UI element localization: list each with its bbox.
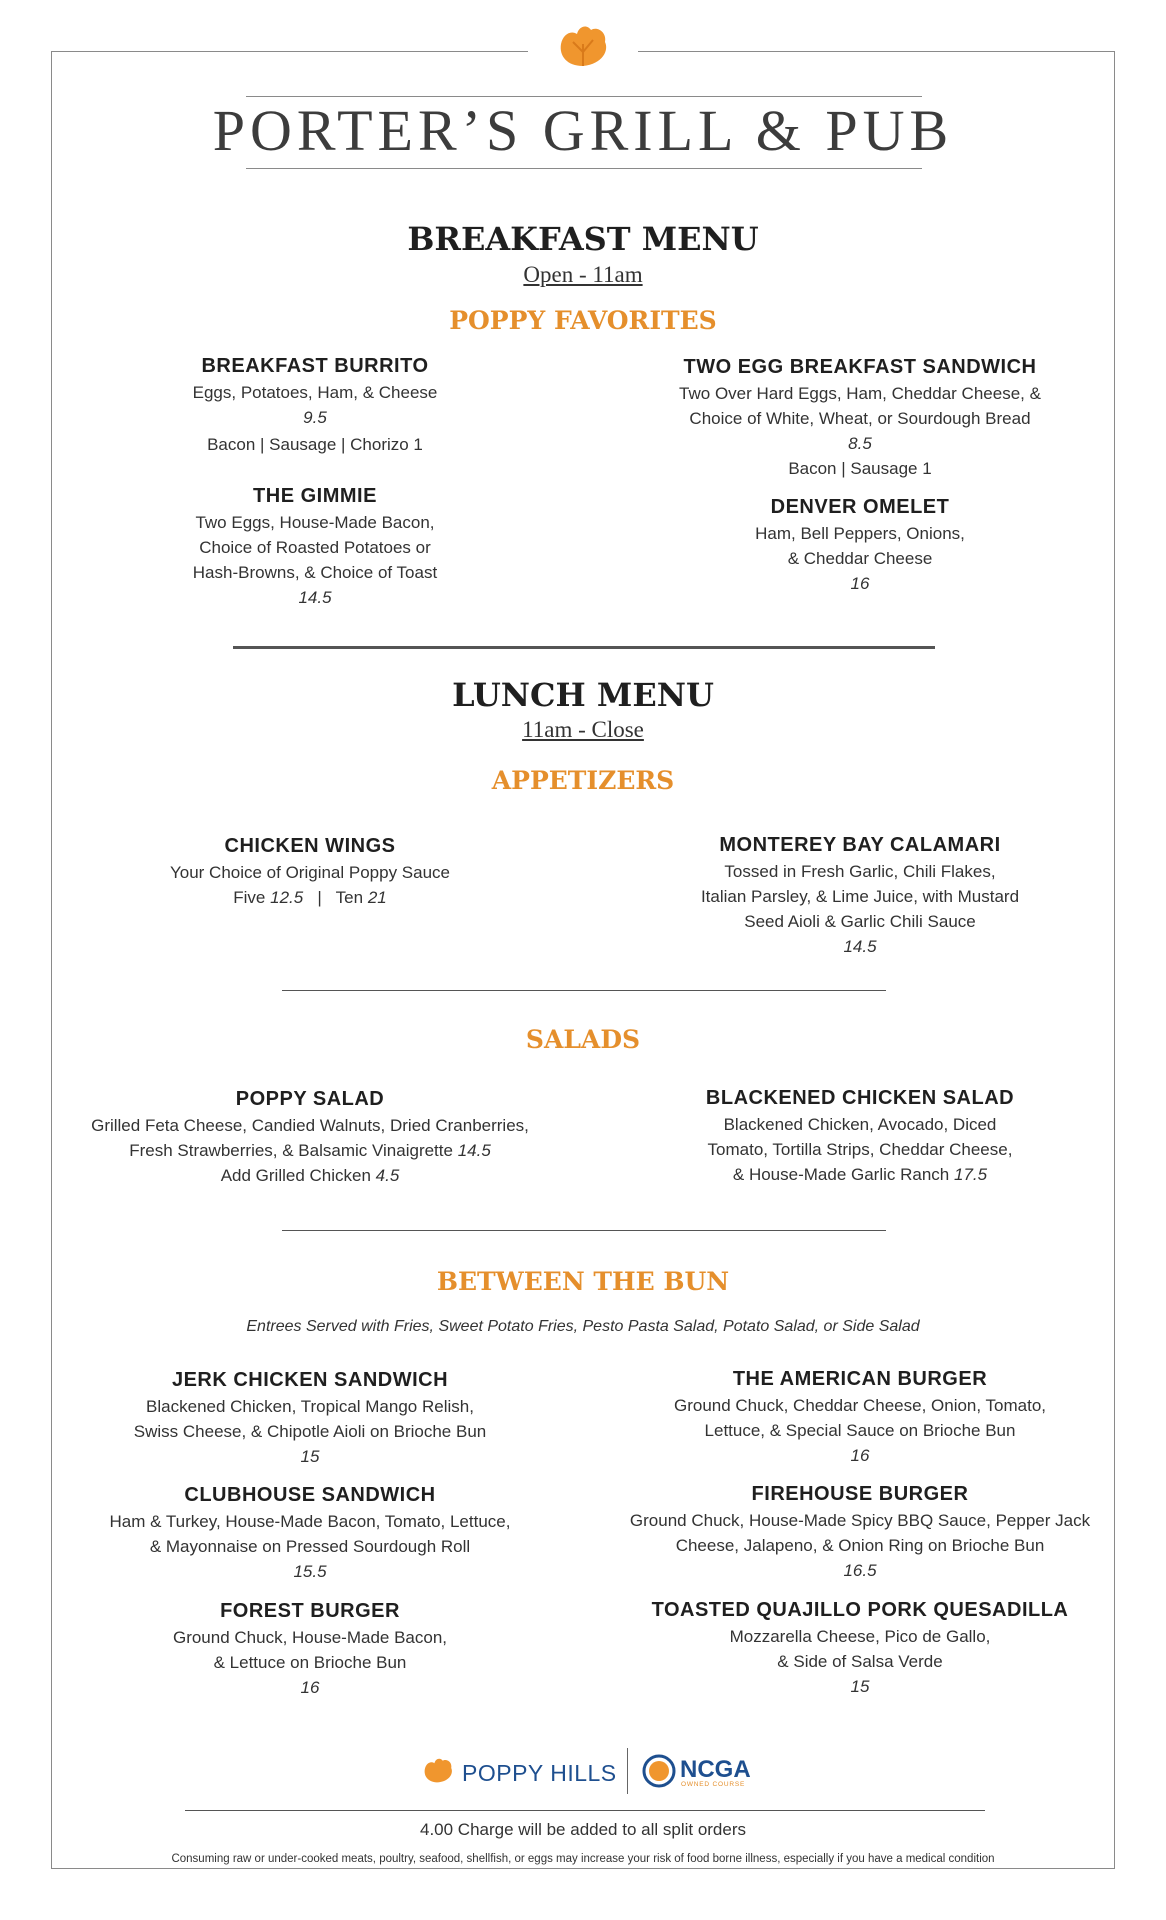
breakfast-hours: Open - 11am: [523, 262, 643, 287]
addon-price: 4.5: [375, 1166, 400, 1185]
menu-item-denver-omelet: [660, 493, 1060, 596]
between-the-bun-heading: BETWEEN THE BUN: [436, 1267, 730, 1296]
item-description: Choice of Roasted Potatoes or: [199, 538, 431, 557]
item-description: Fresh Strawberries, & Balsamic Vinaigrette: [129, 1141, 453, 1160]
item-description: Blackened Chicken, Avocado, Diced: [723, 1115, 997, 1134]
item-description: Lettuce, & Special Sauce on Brioche Bun: [704, 1421, 1016, 1440]
menu-item-calamari: [640, 831, 1080, 959]
item-description: Swiss Cheese, & Chipotle Aioli on Brioche Bun: [133, 1422, 487, 1441]
item-price: 15: [300, 1447, 320, 1466]
item-description: & House-Made Garlic Ranch: [732, 1165, 950, 1184]
item-description: Seed Aioli & Garlic Chili Sauce: [744, 912, 976, 931]
item-description: Mozzarella Cheese, Pico de Gallo,: [729, 1627, 991, 1646]
item-description: Grilled Feta Cheese, Candied Walnuts, Dried Cranberries,: [91, 1116, 529, 1135]
item-addon: Add Grilled Chicken: [220, 1166, 371, 1185]
item-price: 9.5: [303, 408, 327, 427]
item-description: Cheese, Jalapeno, & Onion Ring on Brioche Bun: [675, 1536, 1045, 1555]
item-description: Ground Chuck, House-Made Spicy BBQ Sauce, Pepper Jack: [629, 1511, 1091, 1530]
item-description: Tossed in Fresh Garlic, Chili Flakes,: [724, 862, 996, 881]
section-divider: [282, 1230, 886, 1231]
item-name: TWO EGG BREAKFAST SANDWICH: [683, 356, 1037, 378]
menu-item-clubhouse-sandwich: [70, 1481, 550, 1584]
item-description: Ham, Bell Peppers, Onions,: [755, 524, 965, 543]
title-rule-bottom: [246, 168, 922, 169]
entree-sides-note: Entrees Served with Fries, Sweet Potato Fries, Pesto Pasta Salad, Potato Salad, or Side Salad: [246, 1318, 920, 1335]
menu-item-jerk-chicken-sandwich: [90, 1366, 530, 1469]
item-price: 14.5: [843, 937, 877, 956]
item-price-options: Five 12.5 | Ten 21: [233, 888, 387, 907]
health-warning: Consuming raw or under-cooked meats, poultry, seafood, shellfish, or eggs may increase your risk of food borne illness, especially if you have a medical condition: [171, 1853, 995, 1865]
item-description: Ham & Turkey, House-Made Bacon, Tomato, Lettuce,: [109, 1512, 511, 1531]
item-name: CHICKEN WINGS: [224, 835, 396, 857]
menu-item-chicken-wings: [120, 832, 500, 910]
item-description: Two Eggs, House-Made Bacon,: [195, 513, 435, 532]
item-name: THE AMERICAN BURGER: [732, 1368, 988, 1390]
item-description: Blackened Chicken, Tropical Mango Relish,: [146, 1397, 474, 1416]
item-description: Italian Parsley, & Lime Juice, with Mustard: [700, 887, 1020, 906]
item-name: FIREHOUSE BURGER: [751, 1483, 969, 1505]
item-price: 14.5: [298, 588, 332, 607]
item-price: 21: [367, 888, 387, 907]
item-description: Choice of White, Wheat, or Sourdough Bread: [689, 409, 1031, 428]
item-name: DENVER OMELET: [770, 496, 950, 518]
item-price: 8.5: [848, 434, 872, 453]
menu-item-blackened-chicken-salad: [640, 1084, 1080, 1187]
item-price: 15: [850, 1677, 870, 1696]
item-price: 17.5: [954, 1165, 988, 1184]
item-price: 15.5: [293, 1562, 327, 1581]
poppy-hills-logo-icon: [420, 1754, 456, 1788]
item-description: Ground Chuck, House-Made Bacon,: [172, 1628, 448, 1647]
item-description: Hash-Browns, & Choice of Toast: [192, 563, 438, 582]
item-description: Your Choice of Original Poppy Sauce: [169, 863, 451, 882]
ncga-logo-subtext: OWNED COURSE: [681, 1781, 746, 1788]
menu-item-breakfast-burrito: [130, 352, 500, 457]
poppy-flower-icon: [553, 22, 613, 72]
poppy-favorites-heading: POPPY FAVORITES: [449, 306, 717, 335]
item-name: TOASTED QUAJILLO PORK QUESADILLA: [651, 1599, 1069, 1621]
menu-item-poppy-salad: [55, 1085, 565, 1188]
item-price: 16: [850, 1446, 870, 1465]
item-description: Eggs, Potatoes, Ham, & Cheese: [192, 383, 438, 402]
item-name: POPPY SALAD: [235, 1088, 385, 1110]
item-description: Ground Chuck, Cheddar Cheese, Onion, Tomato,: [673, 1396, 1046, 1415]
item-name: MONTEREY BAY CALAMARI: [719, 834, 1001, 856]
item-addons: Bacon | Sausage | Chorizo 1: [207, 435, 423, 454]
item-addons: Bacon | Sausage 1: [788, 459, 932, 478]
item-price: 12.5: [270, 888, 304, 907]
item-name: BREAKFAST BURRITO: [201, 355, 429, 377]
menu-item-firehouse-burger: [590, 1480, 1130, 1583]
item-name: FOREST BURGER: [220, 1600, 400, 1622]
logo-divider: [627, 1748, 628, 1794]
menu-item-the-gimmie: [130, 482, 500, 610]
section-divider: [233, 646, 935, 649]
menu-item-american-burger: [630, 1365, 1090, 1468]
item-name: THE GIMMIE: [253, 485, 377, 507]
item-name: JERK CHICKEN SANDWICH: [171, 1369, 449, 1391]
item-price: 16: [300, 1678, 320, 1697]
item-description: Two Over Hard Eggs, Ham, Cheddar Cheese, &: [679, 384, 1041, 403]
item-name: CLUBHOUSE SANDWICH: [184, 1484, 436, 1506]
menu-item-pork-quesadilla: [620, 1596, 1100, 1699]
menu-item-two-egg-sandwich: [630, 353, 1090, 481]
item-description: & Cheddar Cheese: [787, 549, 933, 568]
breakfast-heading: BREAKFAST MENU: [407, 220, 759, 258]
ncga-logo-text: NCGA: [680, 1756, 751, 1783]
item-price: 16.5: [843, 1561, 877, 1580]
ncga-logo-icon: [642, 1754, 676, 1788]
item-price: 16: [850, 574, 870, 593]
item-description: Tomato, Tortilla Strips, Cheddar Cheese,: [707, 1140, 1013, 1159]
item-name: BLACKENED CHICKEN SALAD: [705, 1087, 1015, 1109]
menu-item-forest-burger: [110, 1597, 510, 1700]
poppy-hills-logo-text: POPPY HILLS: [462, 1760, 617, 1786]
item-description: & Mayonnaise on Pressed Sourdough Roll: [149, 1537, 471, 1556]
section-divider: [282, 990, 886, 991]
restaurant-title: PORTER’S GRILL & PUB: [212, 98, 954, 163]
salads-heading: SALADS: [525, 1025, 641, 1054]
footer-logos: [420, 1748, 780, 1798]
split-charge-note: 4.00 Charge will be added to all split orders: [419, 1820, 747, 1839]
appetizers-heading: APPETIZERS: [491, 766, 675, 795]
item-description: & Lettuce on Brioche Bun: [213, 1653, 407, 1672]
lunch-hours: 11am - Close: [522, 717, 644, 742]
footer-rule: [185, 1810, 985, 1811]
item-price: 14.5: [457, 1141, 491, 1160]
lunch-heading: LUNCH MENU: [452, 676, 714, 714]
item-description: & Side of Salsa Verde: [777, 1652, 943, 1671]
